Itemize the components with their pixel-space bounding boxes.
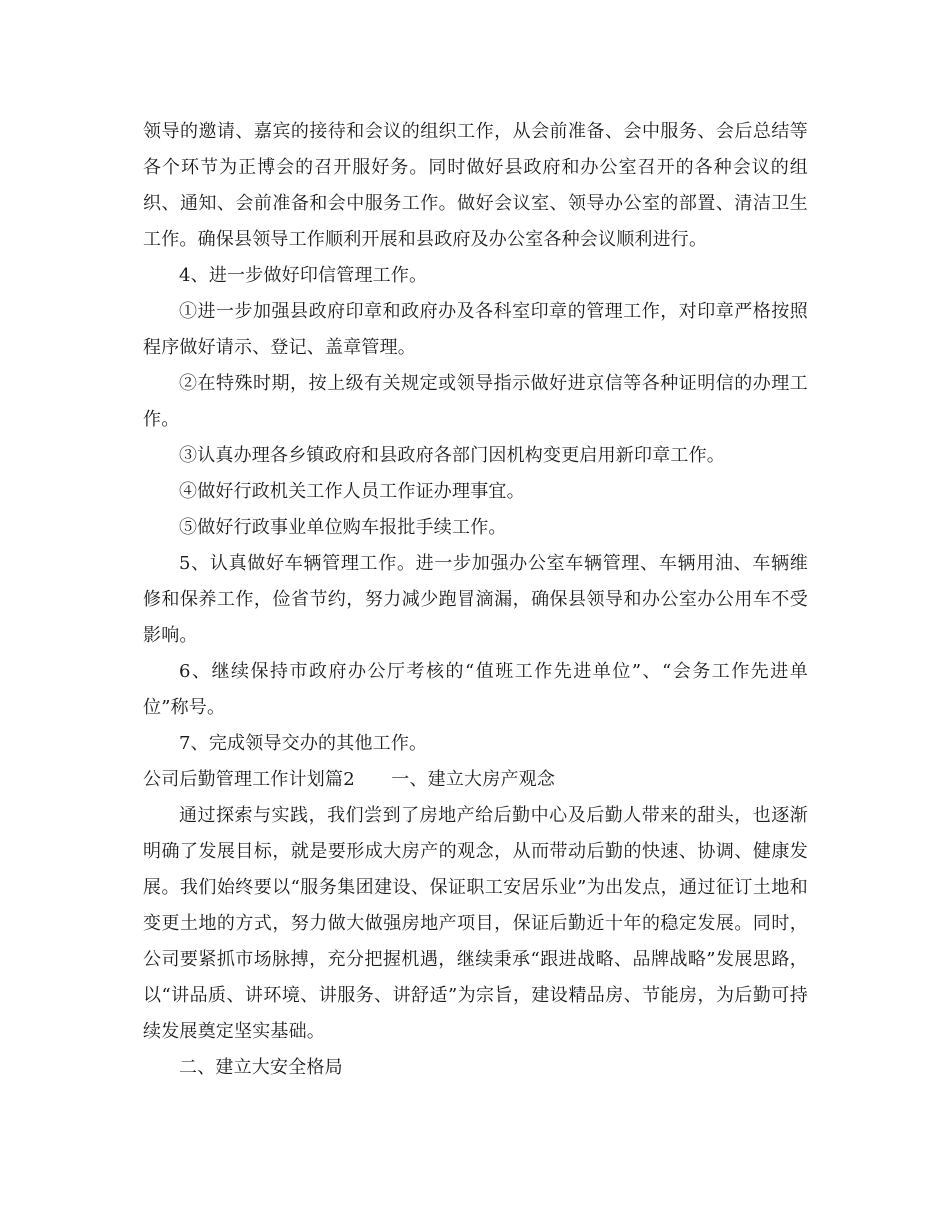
paragraph-seal-item-2: ②在特殊时期，按上级有关规定或领导指示做好进京信等各种证明信的办理工作。 [143, 373, 808, 430]
paragraph-seal-item-5: ⑤做好行政事业单位购车报批手续工作。 [179, 517, 507, 538]
paragraph-seal-item-1: ①进一步加强县政府印章和政府办及各科室印章的管理工作，对印章严格按照程序做好请示、登记、盖章管理。 [143, 301, 808, 358]
paragraph-meeting-services: 领导的邀请、嘉宾的接待和会议的组织工作，从会前准备、会中服务、会后总结等各个环节为正博会的召开服好务。同时做好县政府和办公室召开的各种会议的组织、通知、会前准备和会中服务工作。做好会议室、领导办公室的部置、清洁卫生工作。确保县领导工作顺利开展和县政府及办公室各种会议顺利进行。 [143, 121, 808, 250]
paragraph-vehicle-management: 5、认真做好车辆管理工作。进一步加强办公室车辆管理、车辆用油、车辆维修和保养工作，俭省节约，努力减少跑冒滴漏，确保县领导和办公室办公用车不受影响。 [143, 553, 808, 646]
paragraph-seal-item-4: ④做好行政机关工作人员工作证办理事宜。 [179, 481, 525, 502]
paragraph-real-estate: 通过探索与实践，我们尝到了房地产给后勤中心及后勤人带来的甜头，也逐渐明确了发展目标，就是要形成大房产的观念，从而带动后勤的快速、协调、健康发展。我们始终要以“服务集团建设、保证职工安居乐业”为出发点，通过征订土地和变更土地的方式，努力做大做强房地产项目，保证后勤近十年的稳定发展。同时，公司要紧抓市场脉搏，充分把握机遇，继续秉承“跟进战略、品牌战略”发展思路，以“讲品质、讲环境、讲服务、讲舒适”为宗旨，建设精品房、节能房，为后勤可持续发展奠定坚实基础。 [143, 805, 808, 1042]
section-title-plan-2: 公司后勤管理工作计划篇2 一、建立大房产观念 [143, 769, 556, 790]
paragraph-honor-titles: 6、继续保持市政府办公厅考核的“值班工作先进单位”、“会务工作先进单位”称号。 [143, 661, 808, 718]
document-body [143, 114, 808, 1086]
paragraph-seal-management-heading: 4、进一步做好印信管理工作。 [179, 265, 428, 286]
paragraph-other-tasks: 7、完成领导交办的其他工作。 [179, 733, 428, 754]
paragraph-seal-item-3: ③认真办理各乡镇政府和县政府各部门因机构变更启用新印章工作。 [179, 445, 725, 466]
section-heading-safety: 二、建立大安全格局 [179, 1057, 343, 1078]
